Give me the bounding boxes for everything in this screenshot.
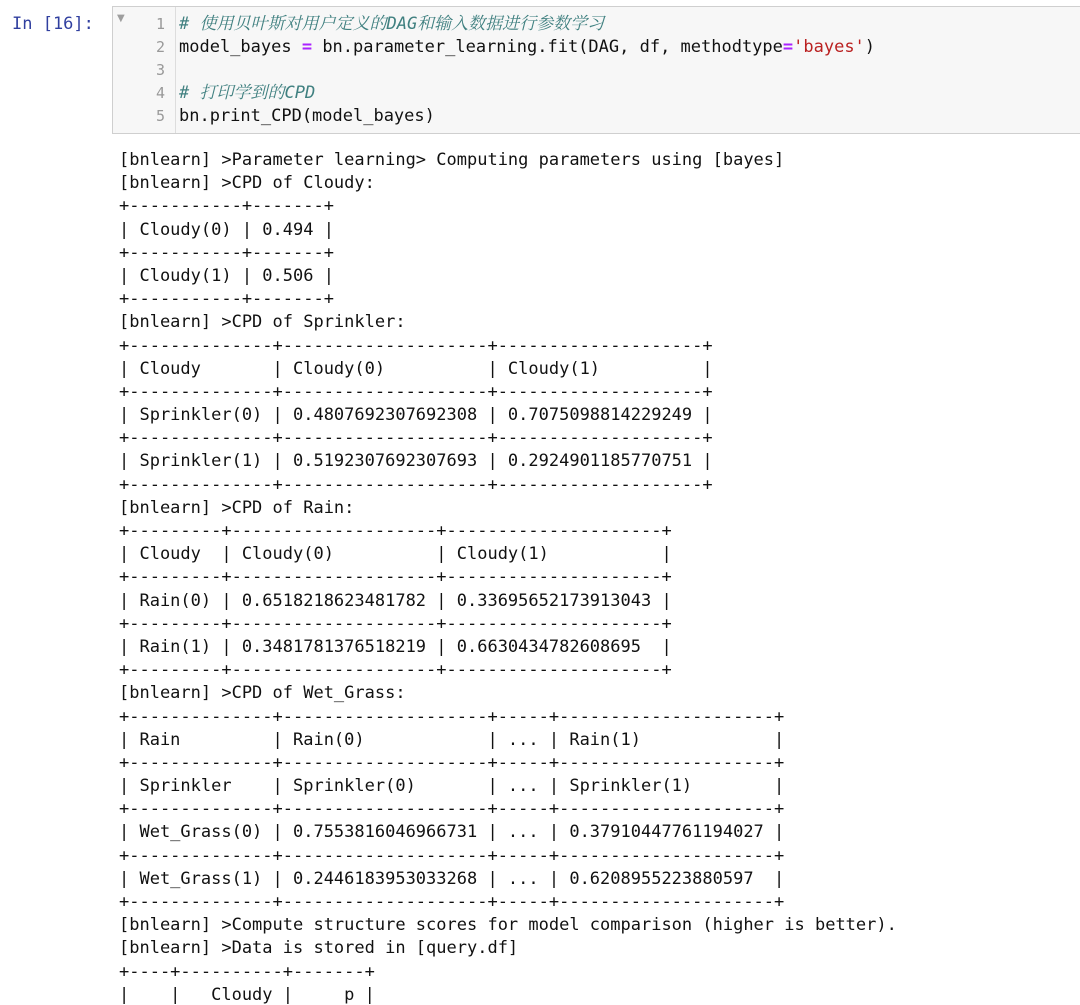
cell-output <box>119 149 1077 1005</box>
code-segment: ) <box>864 37 876 57</box>
output-line: +--------------+--------------------+--------------------+ <box>119 335 713 356</box>
output-line: | Sprinkler(0) | 0.4807692307692308 | 0.7075098814229249 | <box>119 405 713 426</box>
output-line: | Rain(0) | 0.6518218623481782 | 0.33695652173913043 | <box>119 590 672 611</box>
output-line: +--------------+--------------------+-----+---------------------+ <box>119 706 785 727</box>
code-line <box>113 36 1079 59</box>
output-line: [bnlearn] >CPD of Wet_Grass: <box>119 683 406 704</box>
output-line: +--------------+--------------------+-----+---------------------+ <box>119 799 785 820</box>
output-line: +--------------+--------------------+-----+---------------------+ <box>119 892 785 912</box>
output-line: [bnlearn] >CPD of Sprinkler: <box>119 312 406 333</box>
output-line: +---------+--------------------+---------------------+ <box>119 613 672 634</box>
line-number: 2 <box>155 38 165 56</box>
output-line: | Cloudy(1) | 0.506 | <box>119 265 334 286</box>
code-cell-input[interactable] <box>112 6 1080 134</box>
output-line: +--------------+--------------------+--------------------+ <box>119 474 713 495</box>
output-line: +--------------+--------------------+-----+---------------------+ <box>119 752 785 773</box>
line-number: 5 <box>155 107 165 125</box>
assign-operator: = <box>782 37 794 57</box>
output-line: +---------+--------------------+---------------------+ <box>119 521 672 541</box>
output-line: +---------+--------------------+---------------------+ <box>119 660 672 681</box>
code-line <box>113 105 1079 128</box>
code-segment: model_bayes <box>179 37 302 57</box>
output-line: +--------------+--------------------+-----+---------------------+ <box>119 845 785 866</box>
output-line: | Cloudy | Cloudy(0) | Cloudy(1) | <box>119 544 672 565</box>
code-line <box>113 13 1079 36</box>
output-line: | Wet_Grass(1) | 0.2446183953033268 | ... | 0.6208955223880597 | <box>119 868 785 889</box>
output-line: +-----------+-------+ <box>119 242 334 263</box>
output-line: | Rain(1) | 0.3481781376518219 | 0.6630434782608695 | <box>119 636 672 657</box>
output-line: +--------------+--------------------+--------------------+ <box>119 381 713 402</box>
cell-prompt: In [16]: <box>12 14 94 34</box>
output-line: | | Cloudy | p | <box>119 984 375 1005</box>
code-line <box>113 82 1079 105</box>
output-line: | Cloudy | Cloudy(0) | Cloudy(1) | <box>119 358 713 379</box>
output-line: +----+----------+-------+ <box>119 961 375 982</box>
code-segment: bn.parameter_learning.fit(DAG, df, methodtype <box>312 37 783 57</box>
output-line: [bnlearn] >Parameter learning> Computing parameters using [bayes] <box>119 150 785 170</box>
code-comment: # 打印学到的CPD <box>179 83 316 103</box>
code-editor[interactable] <box>113 13 1079 128</box>
line-number: 1 <box>155 15 165 33</box>
code-line <box>113 59 1079 82</box>
code-text <box>173 59 179 82</box>
output-line: +--------------+--------------------+--------------------+ <box>119 428 713 449</box>
line-number: 4 <box>155 84 165 102</box>
output-line: [bnlearn] >CPD of Cloudy: <box>119 173 375 194</box>
output-line: | Sprinkler | Sprinkler(0) | ... | Sprinkler(1) | <box>119 776 785 797</box>
output-line: +-----------+-------+ <box>119 196 334 217</box>
output-line: +---------+--------------------+---------------------+ <box>119 567 672 588</box>
code-text: bn.print_CPD(model_bayes) <box>179 106 435 126</box>
string-literal: 'bayes' <box>793 37 865 57</box>
output-line: [bnlearn] >CPD of Rain: <box>119 497 355 518</box>
output-line: | Sprinkler(1) | 0.5192307692307693 | 0.2924901185770751 | <box>119 451 713 472</box>
output-line: [bnlearn] >Data is stored in [query.df] <box>119 938 519 959</box>
code-comment: # 使用贝叶斯对用户定义的DAG和输入数据进行参数学习 <box>179 14 605 34</box>
output-line: | Rain | Rain(0) | ... | Rain(1) | <box>119 729 785 750</box>
output-line: | Cloudy(0) | 0.494 | <box>119 219 334 240</box>
output-line: | Wet_Grass(0) | 0.7553816046966731 | ... | 0.37910447761194027 | <box>119 822 785 843</box>
output-line: [bnlearn] >Compute structure scores for model comparison (higher is better). <box>119 915 897 936</box>
code-text <box>173 36 875 59</box>
output-line: +-----------+-------+ <box>119 289 334 310</box>
assign-operator: = <box>301 37 313 57</box>
triangle-down-icon[interactable]: ▼ <box>117 13 125 24</box>
line-number: 3 <box>155 61 165 79</box>
